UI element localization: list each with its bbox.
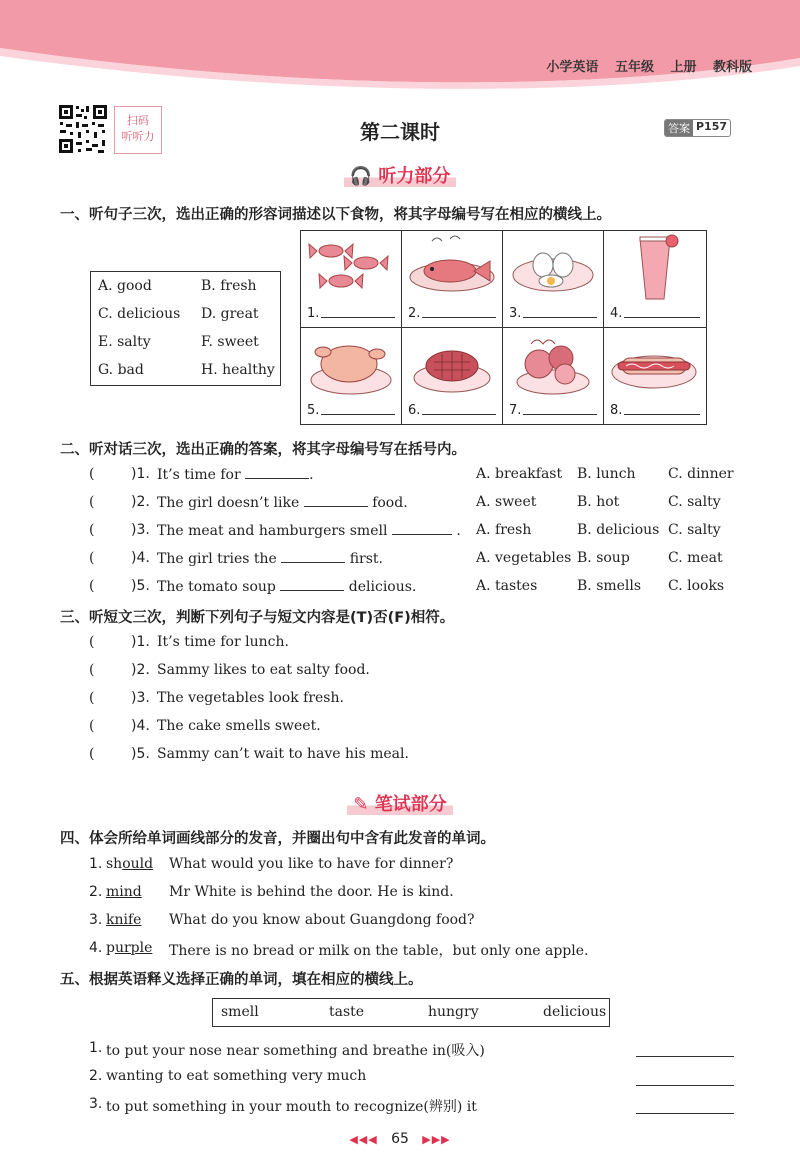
- choice-a: A. vegetables: [476, 550, 572, 566]
- statement-text: The vegetables look fresh.: [157, 690, 344, 706]
- answer-paren[interactable]: (: [89, 494, 95, 510]
- choice-c: C. salty: [668, 522, 721, 538]
- choice-b: B. lunch: [577, 466, 636, 482]
- key-word: knife: [106, 912, 142, 928]
- listening-section-banner: 🎧 听力部分: [0, 162, 800, 188]
- item-number: 1.: [307, 306, 320, 321]
- item-number: 1.: [89, 856, 103, 872]
- answer-line[interactable]: [523, 317, 597, 318]
- choice-a: A. breakfast: [476, 466, 563, 482]
- statement-text: Sammy likes to eat salty food.: [157, 662, 370, 678]
- item-number: 3.: [509, 306, 522, 321]
- answer-paren[interactable]: (: [89, 522, 95, 538]
- definition-text: to put your nose near something and breathe in(吸入): [106, 1043, 485, 1059]
- item-number: 4.: [89, 940, 103, 956]
- answer-paren[interactable]: (: [89, 634, 95, 650]
- item-number: 7.: [509, 403, 522, 418]
- word-option: hungry: [428, 1004, 479, 1020]
- answer-paren[interactable]: (: [89, 578, 95, 594]
- choice-a: A. sweet: [476, 494, 537, 510]
- word-bank: [212, 998, 610, 1027]
- choice-a: A. tastes: [476, 578, 538, 594]
- sentence-text: .: [309, 467, 314, 483]
- answer-line[interactable]: [624, 317, 700, 318]
- q1-title: 一、听句子三次，选出正确的形容词描述以下食物，将其字母编号写在相应的横线上。: [60, 207, 611, 223]
- item-number: 5.: [307, 403, 320, 418]
- sentence-text[interactable]: What do you know about Guangdong food?: [169, 912, 475, 928]
- sentence-text: The meat and hamburgers smell: [157, 523, 388, 539]
- headphones-icon: 🎧: [349, 166, 373, 187]
- food-cell: [402, 231, 503, 328]
- sentence-text[interactable]: What would you like to have for dinner?: [169, 856, 454, 872]
- item-number: )1.: [131, 634, 150, 650]
- candy-icon: [301, 231, 402, 311]
- food-picture-grid: [300, 230, 707, 425]
- item-number: 6.: [408, 403, 421, 418]
- vegetables-icon: [503, 328, 604, 408]
- key-word: purple: [106, 940, 153, 956]
- answer-line[interactable]: [636, 1113, 734, 1114]
- word-option: taste: [329, 1004, 365, 1020]
- choice-c: C. meat: [668, 550, 723, 566]
- answer-blank[interactable]: [392, 522, 452, 535]
- answer-line[interactable]: [523, 414, 597, 415]
- item-number: )2.: [131, 662, 150, 678]
- sentence-text: The girl doesn’t like: [157, 495, 300, 511]
- choice-b: B. smells: [577, 578, 642, 594]
- definition-text: wanting to eat something very much: [106, 1068, 367, 1084]
- sentence-text[interactable]: There is no bread or milk on the table，but only one apple.: [169, 943, 589, 959]
- steak-icon: [402, 328, 503, 408]
- answer-line[interactable]: [422, 317, 496, 318]
- sentence-text: .: [456, 523, 461, 539]
- choice-b: B. soup: [577, 550, 630, 566]
- q2-title: 二、听对话三次，选出正确的答案，将其字母编号写在括号内。: [60, 442, 466, 458]
- answer-blank[interactable]: [245, 466, 309, 479]
- sentence-text[interactable]: Mr White is behind the door. He is kind.: [169, 884, 454, 900]
- book-info: 小学英语 五年级 上册 教科版: [546, 60, 752, 75]
- page-footer: [0, 1131, 800, 1147]
- item-number: 3.: [89, 1096, 103, 1112]
- answer-paren[interactable]: (: [89, 690, 95, 706]
- statement-text: It’s time for lunch.: [157, 634, 289, 650]
- header-band: [0, 0, 800, 95]
- answer-line[interactable]: [321, 414, 395, 415]
- choice-c: C. dinner: [668, 466, 734, 482]
- option: E. salty: [98, 334, 151, 350]
- writing-section-banner: ✎ 笔试部分: [0, 790, 800, 816]
- option: F. sweet: [201, 334, 259, 350]
- answer-line[interactable]: [321, 317, 395, 318]
- sentence-text: The tomato soup: [157, 579, 276, 595]
- right-arrows-icon: ▶▶▶: [422, 1133, 451, 1146]
- choice-c: C. salty: [668, 494, 721, 510]
- key-word: mind: [106, 884, 142, 900]
- option: A. good: [98, 278, 152, 294]
- pencil-icon: ✎: [353, 794, 369, 815]
- statement-text: Sammy can’t wait to have his meal.: [157, 746, 409, 762]
- key-word: should: [106, 856, 154, 872]
- answer-blank[interactable]: [304, 494, 368, 507]
- juice-icon: [604, 231, 705, 311]
- lesson-title: 第二课时: [360, 120, 440, 144]
- item-number: 1.: [89, 1040, 103, 1056]
- sentence-text: first.: [349, 551, 383, 567]
- item-number: 2.: [89, 1068, 103, 1084]
- food-cell: [503, 231, 604, 328]
- choice-c: C. looks: [668, 578, 725, 594]
- item-number: )1.: [131, 466, 150, 482]
- answer-paren[interactable]: (: [89, 550, 95, 566]
- item-number: )3.: [131, 690, 150, 706]
- sentence-text: delicious.: [348, 579, 417, 595]
- item-number: )4.: [131, 718, 150, 734]
- answer-paren[interactable]: (: [89, 718, 95, 734]
- answer-line[interactable]: [636, 1056, 734, 1057]
- option: C. delicious: [98, 306, 181, 322]
- item-number: 4.: [610, 306, 623, 321]
- food-cell: [301, 328, 402, 424]
- food-cell: [503, 328, 604, 424]
- choice-a: A. fresh: [476, 522, 532, 538]
- page-number: 65: [391, 1131, 409, 1147]
- fish-icon: [402, 231, 503, 311]
- q4-title: 四、体会所给单词画线部分的发音，并圈出句中含有此发音的单词。: [60, 831, 495, 847]
- word-option: smell: [221, 1004, 259, 1020]
- q5-title: 五、根据英语释义选择正确的单词，填在相应的横线上。: [60, 972, 423, 988]
- item-number: )2.: [131, 494, 150, 510]
- answer-paren[interactable]: (: [89, 466, 95, 482]
- eggs-icon: [503, 231, 604, 311]
- q3-title: 三、听短文三次，判断下列句子与短文内容是(T)否(F)相符。: [60, 610, 455, 626]
- chicken-icon: [301, 328, 402, 408]
- choice-b: B. delicious: [577, 522, 660, 538]
- scan-listen-badge: 扫码 听听力: [114, 106, 162, 154]
- statement-text: The cake smells sweet.: [157, 718, 321, 734]
- option: B. fresh: [201, 278, 257, 294]
- option: D. great: [201, 306, 259, 322]
- item-number: )3.: [131, 522, 150, 538]
- item-number: 2.: [89, 884, 103, 900]
- answer-paren[interactable]: (: [89, 662, 95, 678]
- answer-blank[interactable]: [281, 550, 345, 563]
- item-number: 8.: [610, 403, 623, 418]
- option: H. healthy: [201, 362, 275, 378]
- q1-options-box: [90, 271, 281, 386]
- option: G. bad: [98, 362, 144, 378]
- answer-line[interactable]: [636, 1085, 734, 1086]
- sentence-text: food.: [372, 495, 408, 511]
- answer-paren[interactable]: (: [89, 746, 95, 762]
- item-number: 2.: [408, 306, 421, 321]
- sentence-text: It’s time for: [157, 467, 241, 483]
- answer-blank[interactable]: [280, 578, 344, 591]
- word-option: delicious: [543, 1004, 607, 1020]
- item-number: 3.: [89, 912, 103, 928]
- sentence-text: The girl tries the: [157, 551, 277, 567]
- food-cell: [604, 231, 706, 328]
- hotdog-icon: [604, 328, 705, 408]
- left-arrows-icon: ◀◀◀: [349, 1133, 378, 1146]
- food-cell: [604, 328, 706, 424]
- answer-line[interactable]: [624, 414, 700, 415]
- answer-line[interactable]: [422, 414, 496, 415]
- item-number: )5.: [131, 746, 150, 762]
- answer-page-ref: 答案 P157: [664, 119, 731, 137]
- item-number: )4.: [131, 550, 150, 566]
- definition-text: to put something in your mouth to recognize(辨别) it: [106, 1099, 477, 1115]
- item-number: )5.: [131, 578, 150, 594]
- choice-b: B. hot: [577, 494, 620, 510]
- food-cell: [301, 231, 402, 328]
- food-cell: [402, 328, 503, 424]
